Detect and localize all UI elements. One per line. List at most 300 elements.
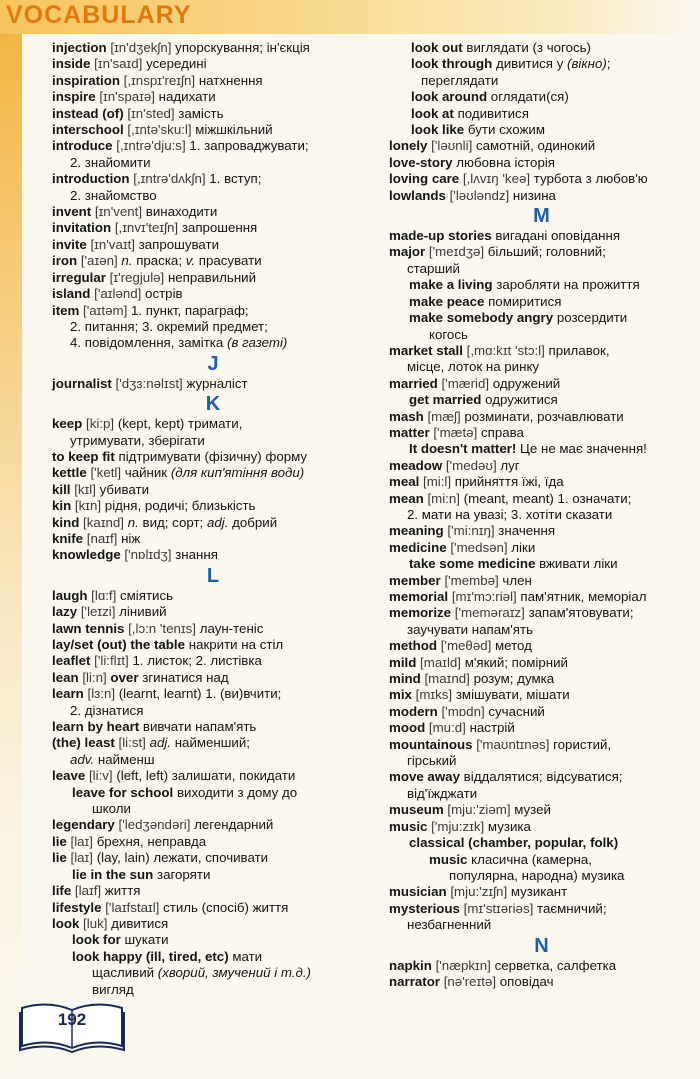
entry-continuation [72,801,374,817]
transcription: [,ɪnspɪ'reɪʃn] [123,72,196,88]
headword: laugh [52,587,88,603]
translation: (meant, meant) 1. означати; [463,490,632,506]
transcription: [mæʃ] [427,408,461,424]
transcription: [laɪf] [74,883,102,899]
translation: розсердити [556,310,628,326]
headword: lowlands [389,187,446,203]
dictionary-entry [52,850,374,866]
translation: 1. пункт, параграф; [130,302,249,318]
translation: лінивий [119,604,167,620]
translation: найменш [97,751,155,767]
translation: місце, лоток на ринку [407,359,540,375]
headword: journalist [52,375,112,391]
dictionary-entry [389,589,694,605]
translation: острів [145,286,183,302]
translation: 1. листок; 2. листівка [132,653,262,669]
dictionary-entry [389,540,694,556]
transcription: ['meθəd] [440,638,492,654]
translation: знання [175,547,218,563]
dictionary-subentry [389,56,694,89]
translation: усередині [146,56,207,72]
translation: метод [495,638,532,654]
headword: member [389,572,441,588]
dictionary-entry [52,286,374,302]
headword: lawn tennis [52,620,125,636]
translation: гірський [407,753,457,769]
headword: mild [389,654,417,670]
headword: classical (chamber, popular, folk) [409,835,619,851]
dictionary-entry [52,670,374,686]
transcription: [kaɪnd] [83,514,125,530]
dictionary-entry [52,916,374,932]
translation: виглядати (з чогось) [466,40,591,55]
transcription: [,lɔ:n 'tenɪs] [128,620,196,636]
transcription: [mɪ'mɔ:riəl] [451,589,517,604]
headword: look at [411,105,454,121]
dictionary-entry [52,547,374,563]
dictionary-subentry [52,949,374,998]
headword: memorial [389,589,449,604]
translation: музикант [510,884,568,900]
translation: міжшкільний [195,122,273,138]
translation: найменший; [174,735,250,751]
translation: 2. питання; 3. окремий предмет; [70,318,268,334]
headword: mix [389,687,412,703]
section-letter: K [205,393,221,416]
translation: розминати, розчавлювати [464,408,624,424]
dictionary-entry [52,768,374,784]
entry-continuation [411,73,694,89]
transcription: [luk] [83,915,108,931]
dictionary-entry [52,515,374,531]
dictionary-entry [389,409,694,425]
translation: винаходити [145,204,218,220]
usage-note: (для кип'ятіння води) [170,465,305,481]
transcription: [laɪ] [70,850,93,866]
headword: leaflet [52,653,91,669]
dictionary-subentry [389,122,694,138]
headword: mash [389,408,424,424]
translation: Це не має значення! [520,441,647,457]
dictionary-entry [52,449,374,465]
headword: memorize [389,605,452,621]
translation: настрій [469,720,515,736]
headword: love-story [389,154,453,170]
dictionary-entry [52,531,374,547]
dictionary-entry [389,958,694,974]
transcription: [ɪn'vaɪt] [90,236,135,252]
headword: modern [389,703,438,719]
translation: вид; сорт; [142,514,204,530]
headword: kin [52,498,72,514]
headword: lie [52,833,67,849]
translation: замість [178,105,224,121]
transcription: ['ləʊləndz] [449,187,510,203]
dictionary-entry [389,458,694,474]
transcription: ['ləʊnli] [431,138,473,154]
transcription: ['næpkɪn] [435,957,491,973]
transcription: ['meɪdʒə] [428,244,485,260]
translation: музей [514,802,551,818]
dictionary-entry [52,204,374,220]
translation: низина [512,187,556,203]
translation: вживати ліки [539,556,618,572]
headword: meadow [389,457,443,473]
dictionary-entry [389,802,694,818]
transcription: ['aɪlənd] [94,286,142,302]
translation: запрошувати [138,236,220,252]
transcription: [ɪn'sted] [127,105,175,121]
transcription: ['mætə] [433,424,478,440]
translation: загоряти [156,866,211,882]
side-decor-band [0,0,22,1079]
headword: irregular [52,269,106,285]
translation: дивитися [111,915,169,931]
headword: knife [52,530,84,546]
translation: журналіст [186,375,248,391]
transcription: [,mɑ:kɪt 'stɔ:l] [466,342,545,358]
transcription: ['ketl] [90,465,122,481]
headword: to keep fit [52,448,115,464]
headword: kill [52,481,71,497]
usage-note: (в газеті) [227,335,288,351]
headword: meal [389,474,420,490]
transcription: [li:v] [88,768,113,784]
headword: medicine [389,539,447,555]
transcription: [mu:d] [428,720,466,736]
dictionary-subentry [389,294,694,310]
headword: invite [52,236,87,252]
translation: помиритися [488,293,562,309]
translation: ніж [121,530,141,546]
translation: сучасний [488,703,545,719]
translation: подивитися [457,105,529,121]
translation: самотній, одинокий [475,138,596,154]
transcription: [,ɪntə'sku:l] [127,122,192,138]
dictionary-entry [389,687,694,703]
translation: брехня, неправда [96,833,207,849]
part-of-speech: n. [127,514,139,530]
translation: виходити з дому до [176,784,298,800]
headword: mean [389,490,424,506]
dictionary-entry [52,73,374,89]
dictionary-entry [389,244,694,277]
translation: одружитися [485,392,558,408]
headword: make a living [409,277,493,293]
dictionary-entry [52,498,374,514]
dictionary-entry [389,376,694,392]
dictionary-entry [52,122,374,138]
transcription: ['mi:nɪŋ] [447,523,495,539]
dictionary-entry [389,769,694,802]
translation: натхнення [198,72,263,88]
translation: бути схожим [467,122,545,138]
dictionary-entry [389,425,694,441]
entry-continuation [52,155,374,171]
transcription: [,lʌvɪŋ 'keə] [462,171,531,187]
transcription: ['medsən] [450,539,508,555]
transcription: [mɪ'stɪəriəs] [463,900,534,916]
headword: lie in the sun [72,866,154,882]
entry-continuation [72,965,374,981]
dictionary-entry [389,523,694,539]
translation: пам'ятник, меморіал [520,589,647,604]
translation: запрошення [181,220,258,236]
transcription: [lɜ:n] [87,686,116,702]
headword: look for [72,932,121,948]
entry-continuation [389,622,694,638]
translation: віддалятися; відсуватися; [463,769,623,785]
headword: take some medicine [409,556,536,572]
translation: щасливий [92,965,155,981]
headword: look around [411,89,488,105]
headword: married [389,375,438,391]
headword: mysterious [389,900,460,916]
translation: 4. повідомлення, замітка [70,335,224,351]
translation: упорскування; ін'єкція [175,40,310,55]
translation: гористий, [553,736,612,752]
dictionary-entry [389,605,694,638]
translation: 2. мати на увазі; 3. хотіти сказати [407,506,613,522]
headword: lazy [52,604,78,620]
dictionary-entry [389,228,694,244]
part-of-speech: adj. [149,735,172,751]
translation: убивати [99,481,150,497]
usage-note: (хворий, змучений і т.д.) [157,965,311,981]
translation: стиль (спосіб) життя [163,899,289,915]
transcription: ['nɒlɪdʒ] [124,547,172,563]
entry-continuation [52,752,374,768]
headword: narrator [389,973,440,989]
dictionary-entry [52,89,374,105]
transcription: [li:st] [118,735,146,751]
headword: loving care [389,171,460,187]
dictionary-subentry [52,932,374,948]
translation: від'їжджати [407,785,478,801]
translation: значення [498,523,556,539]
dictionary-entry [389,155,694,171]
translation: когось [429,326,468,342]
translation: м'який; помірний [464,654,568,670]
translation: згинатися над [142,669,229,685]
headword: look through [411,56,493,72]
entry-continuation [429,868,694,884]
headword: lean [52,669,79,685]
transcription: [ɪn'spaɪə] [99,89,155,105]
headword: interschool [52,122,124,138]
headword: It doesn't matter! [409,441,517,457]
translation: музика [487,818,531,834]
translation: старший [407,260,460,276]
translation: неправильний [167,269,257,285]
transcription: ['medəʊ] [445,457,497,473]
translation: популярна, народна) музика [449,867,625,883]
transcription: ['ledʒəndəri] [118,817,191,833]
headword: island [52,286,91,302]
transcription: [maɪnd] [424,671,470,687]
section-letter: J [207,352,219,375]
headword: move away [389,769,460,785]
dictionary-entry [52,817,374,833]
dictionary-entry [52,883,374,899]
translation: оглядати(ся) [490,89,569,105]
transcription: [ɪn'saɪd] [94,56,143,72]
dictionary-entry [52,40,374,56]
transcription: ['maʊntɪnəs] [476,736,550,752]
dictionary-entry [52,637,374,653]
dictionary-entry [389,671,694,687]
headword: keep [52,416,83,432]
headword: (the) least [52,735,115,751]
translation: 1. запроваджувати; [189,138,309,154]
transcription: [ɪ'regjulə] [109,269,165,285]
translation: (left, left) залишати, покидати [116,768,296,784]
headword: music [389,818,428,834]
transcription: [ɪn'dʒekʃn] [110,40,172,55]
dictionary-subentry [389,441,694,457]
headword: inspiration [52,72,120,88]
entry-continuation [389,261,694,277]
dictionary-entry [52,106,374,122]
dictionary-entry [389,171,694,187]
dictionary-entry [389,474,694,490]
translation: школи [92,801,131,817]
translation: рідня, родичі; близькість [104,498,256,514]
translation: 1. вступ; [209,171,262,187]
headword: made-up stories [389,228,492,244]
headword: lie [52,850,67,866]
headword: kind [52,514,80,530]
dictionary-subentry [389,89,694,105]
transcription: [,ɪntrə'dju:s] [116,138,186,154]
dictionary-entry [52,270,374,286]
part-of-speech: adj. [206,514,229,530]
dictionary-entry [389,138,694,154]
section-letter: L [206,564,220,587]
section-letter: M [533,205,550,228]
transcription: [kɪl] [74,481,96,497]
dictionary-entry [389,704,694,720]
headword: lifestyle [52,899,102,915]
dictionary-entry [52,138,374,171]
dictionary-subentry [52,785,374,818]
translation: змішувати, мішати [455,687,570,703]
dictionary-entry [389,901,694,934]
headword: look happy (ill, tired, etc) [72,948,229,964]
translation: 2. знайомити [70,154,151,170]
transcription: [,ɪnvɪ'teɪʃn] [114,220,179,236]
transcription: [ɪn'vent] [94,204,143,220]
transcription: [mi:l] [423,474,452,490]
dictionary-subentry [389,556,694,572]
headword: mountainous [389,736,473,752]
transcription: [nə'reɪtə] [443,973,497,989]
dictionary-entry [52,621,374,637]
headword: napkin [389,957,432,973]
headword: mind [389,671,421,687]
translation: (learnt, learnt) 1. (ви)вчити; [118,686,282,702]
transcription: [ki:p] [86,416,115,432]
dictionary-subentry [389,40,694,56]
dictionary-entry [52,237,374,253]
transcription: ['laɪfstaɪl] [105,899,160,915]
headword: learn [52,686,84,702]
usage-note: (вікно) [567,56,607,72]
translation: 2. дізнатися [70,702,144,718]
dictionary-entry [389,974,694,990]
headword: make peace [409,293,485,309]
headword: music [429,851,468,867]
headword: get married [409,392,482,408]
headword: lonely [389,138,428,154]
transcription: ['aɪən] [80,253,118,269]
translation: заробляти на прожиття [496,277,640,293]
translation: справа [480,424,524,440]
transcription: [mju:'ziəm] [447,802,511,818]
headword: look [52,915,80,931]
translation: чайник [124,465,168,481]
translation: дивитися у [495,56,564,72]
entry-continuation [52,433,374,449]
translation: вигляд [92,981,134,997]
dictionary-entry [389,343,694,376]
dictionary-entry [389,491,694,524]
dictionary-entry [52,303,374,352]
translation: прийняття їжі, їда [454,474,564,490]
transcription: [mju:'zɪʃn] [450,884,508,900]
dictionary-entry [52,588,374,604]
translation: (kept, kept) тримати, [117,416,243,432]
translation: оповідач [499,973,554,989]
entry-continuation [52,335,374,351]
transcription: [,ɪntrə'dʌkʃn] [133,171,206,187]
transcription: [kɪn] [74,498,102,514]
headword: major [389,244,426,260]
headword: make somebody angry [409,310,554,326]
translation: сміятись [120,587,174,603]
dictionary-subentry [52,867,374,883]
headword: knowledge [52,547,121,563]
entry-continuation [389,359,694,375]
translation: утримувати, зберігати [70,432,205,448]
translation: (lay, lain) лежати, спочивати [96,850,269,866]
dictionary-entry [52,220,374,236]
headword: look like [411,122,465,138]
translation: прасувати [198,253,262,269]
dictionary-entry [389,638,694,654]
translation: лаун-теніс [199,620,264,636]
page-title: VOCABULARY [6,1,192,29]
dictionary-entry [52,482,374,498]
translation: праска; [136,253,183,269]
dictionary-entry [52,719,374,735]
translation: одружений [492,375,561,391]
transcription: [laɪ] [70,833,93,849]
headword: legendary [52,817,115,833]
page-number: 192 [57,1010,87,1029]
headword-particle: over [110,669,139,685]
dictionary-entry [389,720,694,736]
section-letter: N [534,934,549,957]
translation: вивчати напам'ять [142,719,257,735]
translation: турбота з любов'ю [533,171,648,187]
dictionary-entry [389,655,694,671]
headword: inspire [52,89,96,105]
dictionary-entry [52,735,374,768]
transcription: ['leɪzi] [80,604,116,620]
headword: introduce [52,138,113,154]
dictionary-entry [389,188,694,204]
